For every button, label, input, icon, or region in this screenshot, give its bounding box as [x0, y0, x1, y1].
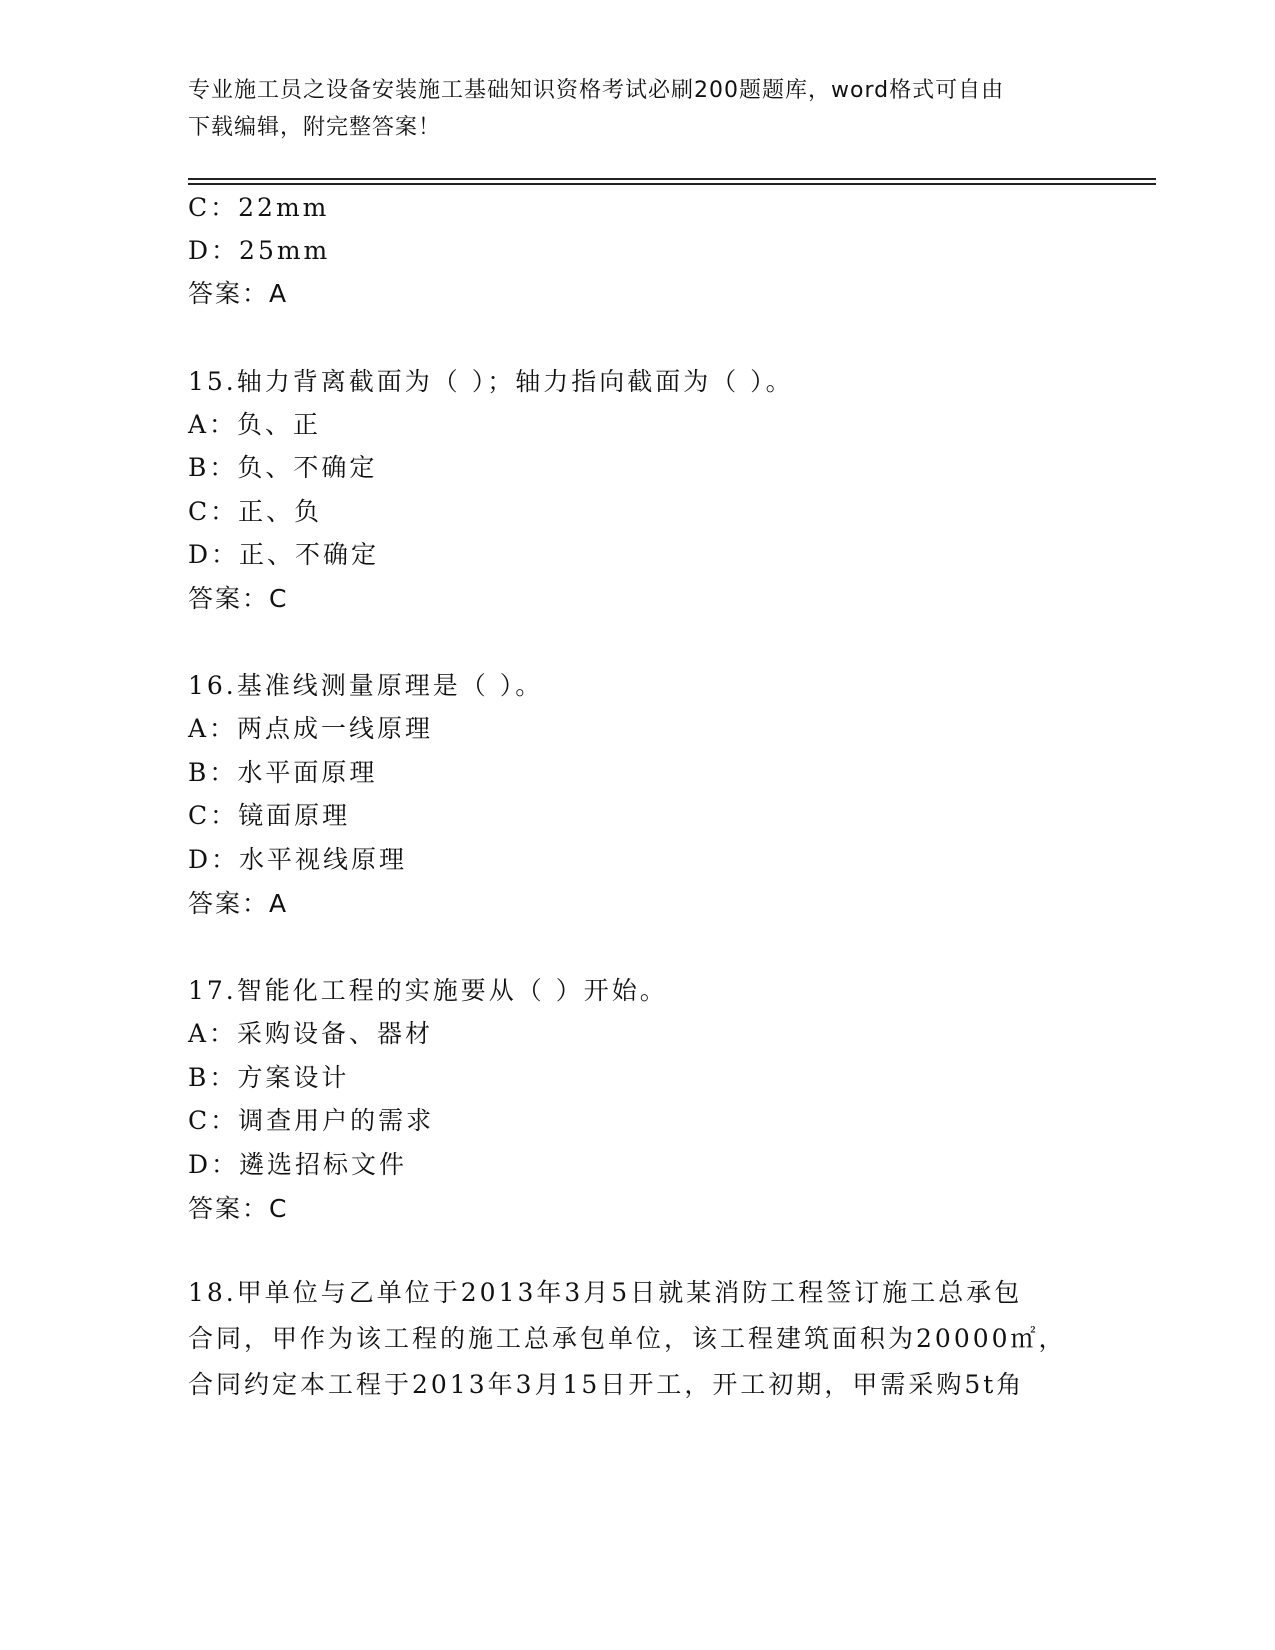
q16-answer: 答案：A [188, 889, 289, 918]
q17-stem: 17.智能化工程的实施要从（ ）开始。 [188, 976, 668, 1005]
q18-stem [188, 1270, 1088, 1408]
q14-option-d: D：25mm [188, 236, 331, 265]
header-title-line-2: 下载编辑，附完整答案！ [188, 115, 442, 140]
header-title-line-1: 专业施工员之设备安装施工基础知识资格考试必刷200题题库，word格式可自由 [188, 78, 1005, 103]
q16-option-a: A：两点成一线原理 [188, 714, 434, 743]
q16-stem: 16.基准线测量原理是（ ）。 [188, 671, 544, 700]
q18-stem-line-1: 18.甲单位与乙单位于2013年3月5日就某消防工程签订施工总承包 [188, 1278, 1023, 1307]
q15-stem: 15.轴力背离截面为（ ）；轴力指向截面为（ ）。 [188, 367, 794, 396]
q16-option-d: D：水平视线原理 [188, 845, 408, 874]
header-divider-bottom [188, 183, 1156, 185]
q16-option-b: B：水平面原理 [188, 758, 378, 787]
q14-option-c: C：22mm [188, 193, 330, 222]
q17-option-d: D：遴选招标文件 [188, 1150, 408, 1179]
q16-option-c: C：镜面原理 [188, 801, 351, 830]
q17-answer: 答案：C [188, 1194, 289, 1223]
header-divider-top [188, 178, 1156, 180]
q18-stem-line-3: 合同约定本工程于2013年3月15日开工，开工初期，甲需采购5t角 [188, 1370, 1025, 1399]
q14-answer: 答案：A [188, 279, 289, 308]
q15-option-a: A：负、正 [188, 410, 322, 439]
q15-answer: 答案：C [188, 584, 289, 613]
q17-option-b: B：方案设计 [188, 1063, 350, 1092]
q15-option-b: B：负、不确定 [188, 453, 378, 482]
q17-option-a: A：采购设备、器材 [188, 1019, 434, 1048]
q15-option-c: C：正、负 [188, 497, 323, 526]
document-header [188, 72, 1088, 146]
q18-stem-line-2: 合同，甲作为该工程的施工总承包单位，该工程建筑面积为20000㎡， [188, 1324, 1067, 1353]
q17-option-c: C：调查用户的需求 [188, 1106, 435, 1135]
q15-option-d: D：正、不确定 [188, 540, 380, 569]
